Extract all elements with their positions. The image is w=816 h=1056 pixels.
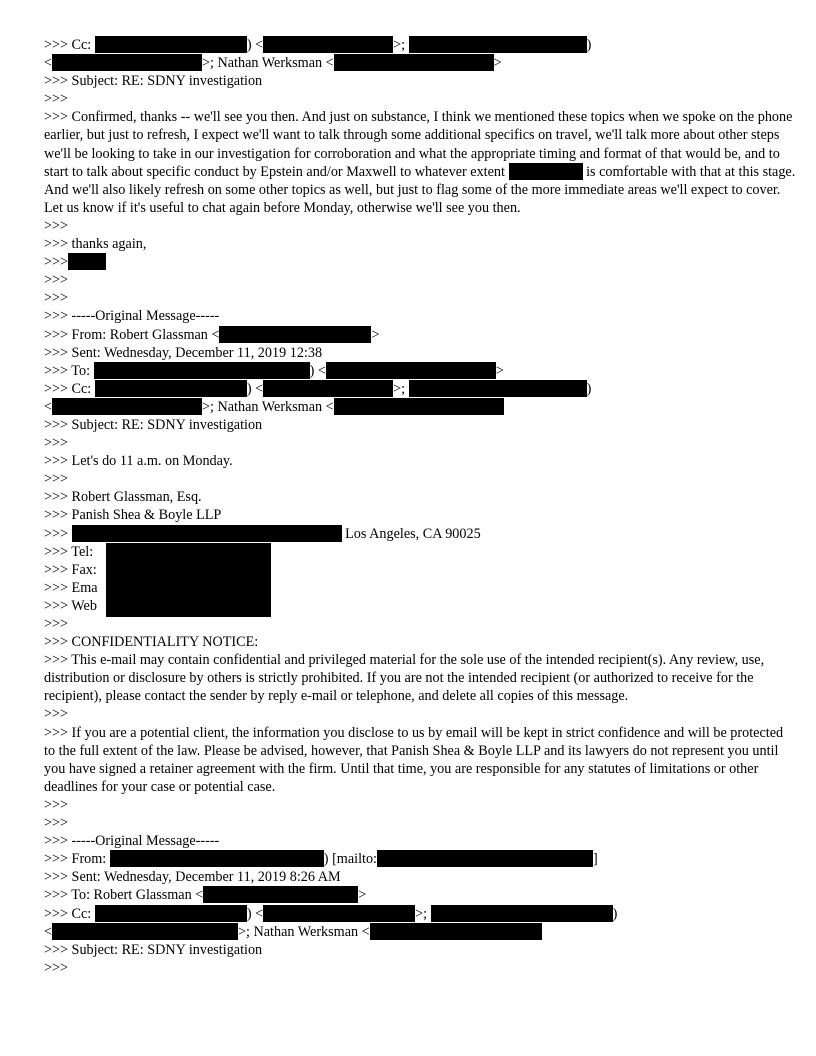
cc-label: >>> Cc: [44, 37, 95, 53]
quote-blank: >>> [44, 471, 69, 488]
cc-nathan-werksman: >; Nathan Werksman < [202, 398, 334, 415]
body-text-cont: is comfortable with that at this stage. And we'll also likely refresh on some other topics as well, but just to flag some of the more immediate areas we'll expect to cover. Let us know if it's useful to chat again before Monday, otherwise we'll see you then. [44, 163, 796, 216]
subject-line: >>> Subject: RE: SDNY investigation [44, 73, 263, 90]
to-label: >>> To: [44, 362, 94, 379]
confidentiality-body: >>> This e-mail may contain confidential and privileged material for the sole use of the intended recipient(s). Any review, use, distribution or disclosure by others is strictly prohibited. If you are not the intended recipient (or authorized to receive for the recipient), please contact the sender by reply e-mail or telephone, and delete all copies of this message. [44, 652, 765, 705]
separator: ) [612, 905, 618, 922]
cc-line-cont [44, 54, 796, 72]
redaction [219, 326, 371, 343]
from-line [44, 326, 796, 344]
quote-blank: >>> [44, 91, 69, 108]
redaction [203, 886, 358, 903]
cc-line-cont [44, 398, 796, 416]
redaction [431, 905, 613, 922]
separator: ) < [246, 905, 264, 922]
redaction [334, 398, 504, 415]
original-message-header: >>> -----Original Message----- [44, 833, 220, 850]
redaction [409, 36, 587, 53]
signature-contact-block [44, 543, 796, 615]
signature-address [44, 525, 796, 543]
message-body: >>> Let's do 11 a.m. on Monday. [44, 453, 233, 470]
redaction [409, 380, 587, 397]
signature-firm: >>> Panish Shea & Boyle LLP [44, 507, 222, 524]
redaction [95, 380, 247, 397]
signature-fax: >>> Fax: [44, 561, 97, 578]
quote-blank: >>> [44, 796, 69, 813]
cc-nathan-werksman: >; Nathan Werksman < [202, 55, 334, 72]
quote-blank: >>> [44, 217, 69, 234]
quote-blank: >>> [44, 435, 69, 452]
redaction [52, 923, 238, 940]
email-label: >>> Ema [44, 579, 98, 596]
redaction [334, 54, 494, 71]
separator: ) [586, 37, 592, 53]
separator: < [44, 398, 53, 415]
signature-city: Los Angeles, CA 90025 [341, 525, 481, 542]
separator: > [495, 362, 504, 379]
redaction [377, 850, 593, 867]
original-message-header: >>> -----Original Message----- [44, 308, 220, 325]
separator: >; [415, 905, 431, 922]
redaction [370, 923, 542, 940]
message-body [44, 108, 796, 217]
quote-blank: >>> [44, 290, 69, 307]
client-notice-body: >>> If you are a potential client, the information you disclose to us by email will be kept in strict confidence and will be protected to the full extent of the law. Please be advised, however, that Panish Shea & Boyle LLP and its lawyers do not represent you until you have signed a retainer agreement with the firm. Until that time, you are responsible for any statutes of limitations or other deadlines for your case or potential case. [44, 724, 784, 795]
separator: >; [393, 380, 409, 397]
mailto-label: ) [mailto: [323, 851, 377, 868]
cc-line-cont [44, 923, 796, 941]
separator: < [44, 923, 53, 940]
quote-blank: >>> [44, 706, 69, 723]
subject-line: >>> Subject: RE: SDNY investigation [44, 941, 263, 958]
redaction [110, 850, 324, 867]
quote-blank: >>> [44, 616, 69, 632]
separator: ) < [309, 362, 326, 379]
separator: ) < [246, 37, 264, 53]
separator: > [493, 55, 502, 72]
quote-marker: >>> [44, 525, 72, 542]
from-label: >>> From: [44, 851, 110, 868]
body-text: >>> Confirmed, thanks -- we'll see you then. And just on substance, I think we mentioned these topics when we spoke on the phone earlier, but just to refresh, I expect we'll want to talk through some additional specifics on travel, we'll talk more about other steps we'll be looking to take in our investigation for corroboration and what the appropriate timing and format of that would be, and to start to talk about specific conduct by Epstein and/or Maxwell to whatever extent [44, 109, 793, 180]
sent-line: >>> Sent: Wednesday, December 11, 2019 8:26 AM [44, 869, 341, 886]
cc-nathan-werksman: >; Nathan Werksman < [238, 923, 370, 940]
to-label: >>> To: Robert Glassman < [44, 887, 204, 904]
signature-line [44, 253, 796, 271]
redaction [106, 543, 271, 617]
separator: >; [393, 37, 409, 53]
redaction [94, 362, 310, 379]
cc-line [44, 905, 796, 923]
separator: < [44, 55, 53, 72]
separator: > [371, 326, 380, 343]
quote-blank: >>> [44, 959, 69, 976]
from-line [44, 850, 796, 868]
from-label: >>> From: Robert Glassman < [44, 326, 220, 343]
subject-line: >>> Subject: RE: SDNY investigation [44, 416, 263, 433]
quote-marker: >>> [44, 254, 69, 271]
separator: ] [593, 851, 598, 868]
cc-line [44, 380, 796, 398]
redaction [263, 36, 393, 53]
redaction [52, 54, 202, 71]
redaction [95, 36, 247, 53]
cc-label: >>> Cc: [44, 380, 95, 397]
separator: > [358, 887, 367, 904]
separator: ) [586, 380, 592, 397]
to-line [44, 362, 796, 380]
separator: ) < [246, 380, 264, 397]
redaction [326, 362, 496, 379]
signature-web: >>> Web [44, 597, 97, 614]
redaction [52, 398, 202, 415]
redaction [263, 380, 393, 397]
redaction [95, 905, 247, 922]
redaction [263, 905, 415, 922]
email-thread-document [44, 36, 796, 977]
redaction [68, 253, 106, 270]
confidentiality-title: >>> CONFIDENTIALITY NOTICE: [44, 634, 259, 651]
redaction [509, 163, 583, 180]
closing-line: >>> thanks again, [44, 236, 147, 253]
quote-blank: >>> [44, 272, 69, 289]
redaction [72, 525, 342, 542]
to-line [44, 886, 796, 904]
signature-tel: >>> Tel: [44, 543, 94, 560]
signature-name: >>> Robert Glassman, Esq. [44, 489, 202, 506]
cc-label: >>> Cc: [44, 905, 95, 922]
quote-blank: >>> [44, 815, 69, 832]
sent-line: >>> Sent: Wednesday, December 11, 2019 12:38 [44, 344, 323, 361]
cc-line [44, 36, 796, 54]
